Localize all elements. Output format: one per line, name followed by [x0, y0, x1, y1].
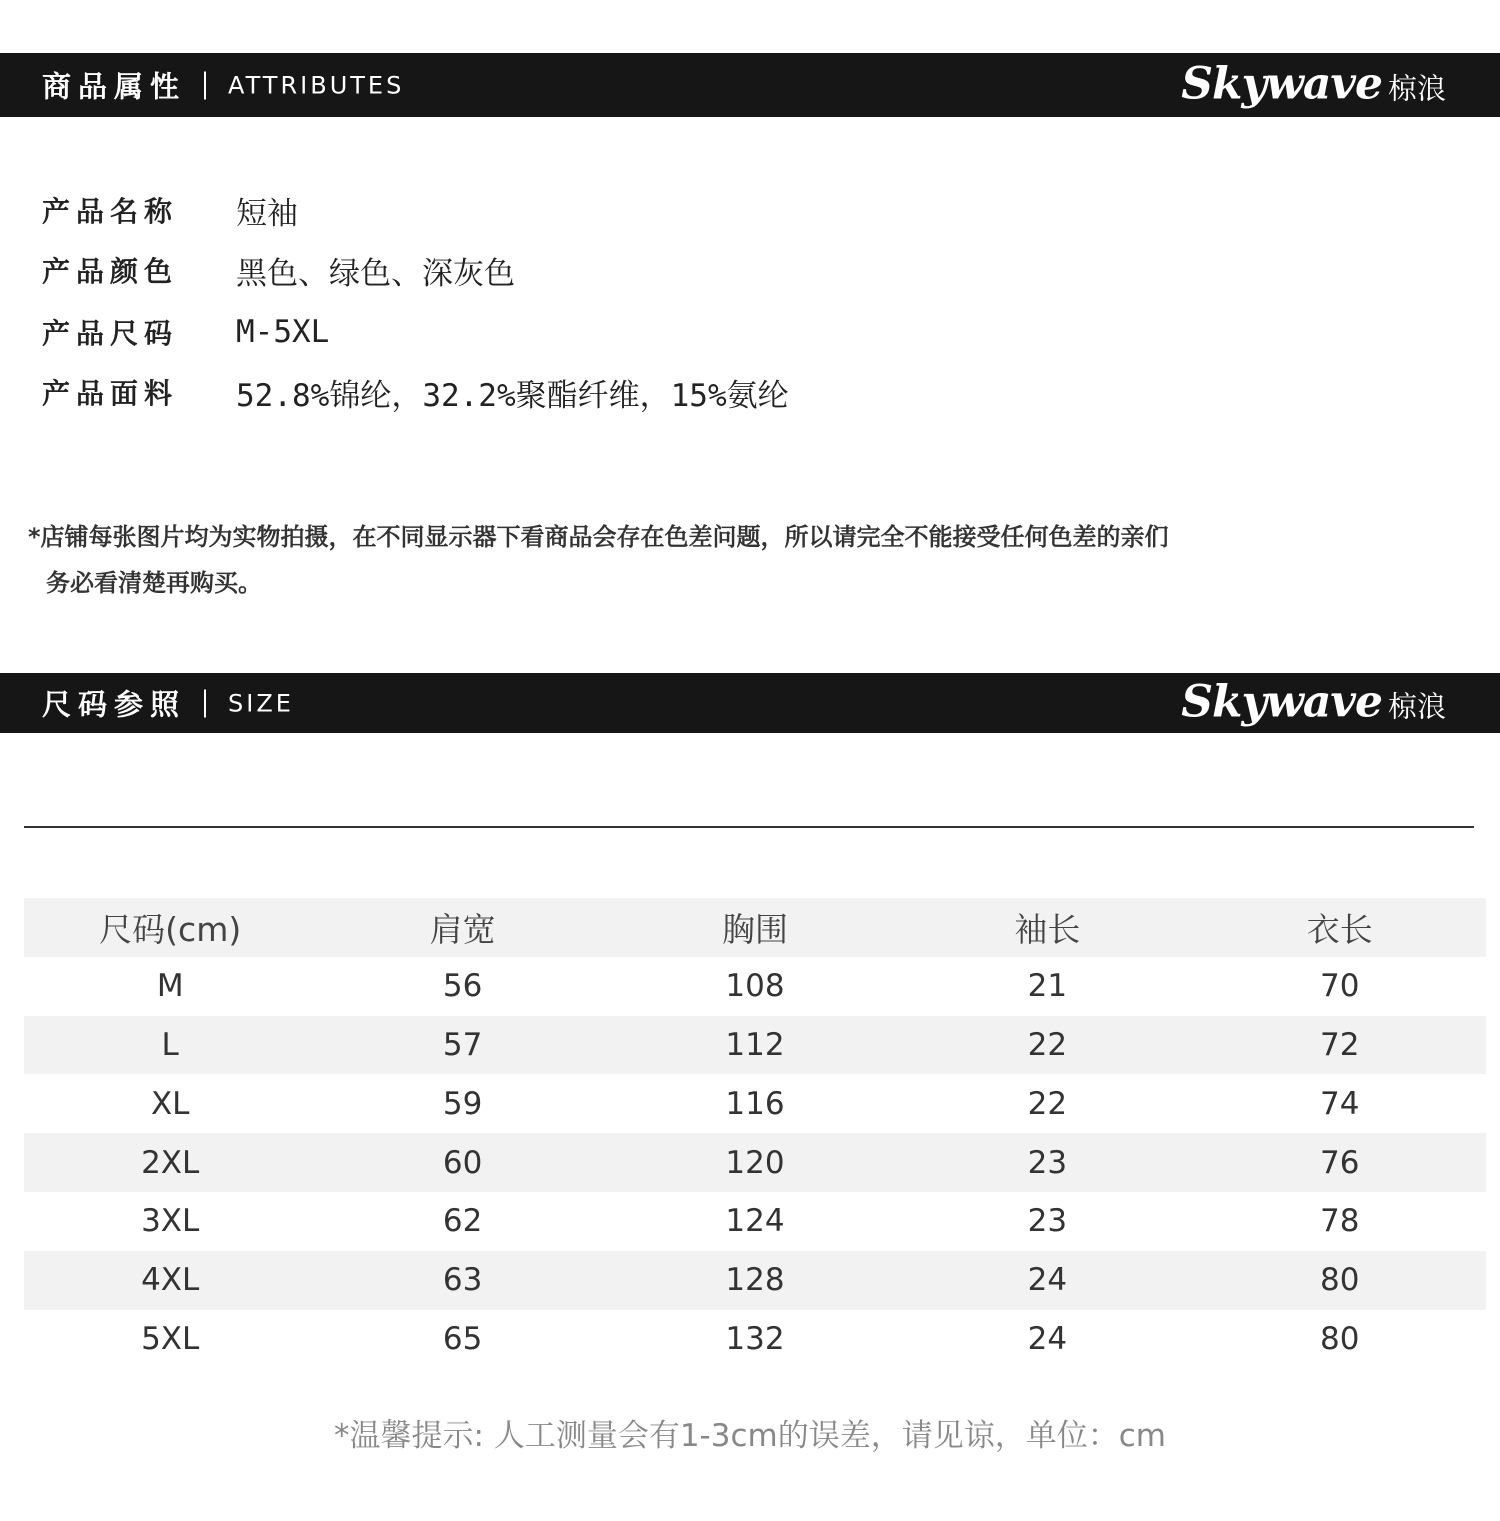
brand-logo [1181, 676, 1446, 727]
attribute-row-fabric [42, 370, 789, 414]
table-cell: 62 [442, 1203, 483, 1240]
table-cell: 78 [1320, 1203, 1360, 1240]
table-cell: 108 [725, 968, 785, 1005]
attribute-value: 52.8%锦纶，32.2%聚酯纤维，15%氨纶 [236, 377, 789, 414]
column-header: 尺码(cm) [99, 909, 242, 949]
attribute-label: 产品尺码 [42, 317, 179, 350]
table-cell: 63 [442, 1262, 483, 1299]
size-header-bar [0, 673, 1500, 733]
table-cell: 4XL [141, 1262, 200, 1299]
size-chart-table [24, 898, 1486, 1368]
attribute-value: M-5XL [236, 314, 330, 350]
table-cell: 80 [1320, 1320, 1360, 1357]
table-cell: 120 [725, 1144, 785, 1181]
attribute-row-name [42, 188, 298, 232]
column-header: 胸围 [721, 909, 788, 949]
table-cell: 56 [442, 968, 483, 1005]
attributes-header-title [42, 65, 404, 106]
attributes-header-bar [0, 53, 1500, 117]
header-divider [204, 689, 206, 717]
table-cell: 21 [1027, 968, 1068, 1005]
table-cell: 72 [1320, 1026, 1360, 1063]
table-cell: 76 [1320, 1144, 1360, 1181]
header-divider [204, 71, 206, 99]
attributes-title-en: ATTRIBUTES [228, 71, 405, 99]
table-cell: 128 [725, 1262, 785, 1299]
table-cell: L [161, 1026, 179, 1063]
table-cell: 65 [442, 1320, 483, 1357]
table-cell: 24 [1027, 1320, 1068, 1357]
table-cell: 23 [1027, 1144, 1068, 1181]
table-cell: 22 [1027, 1026, 1068, 1063]
table-cell: 60 [442, 1144, 483, 1181]
notice-line-2: 务必看清楚再购买。 [46, 569, 262, 597]
size-header-title [42, 683, 294, 724]
table-cell: 24 [1027, 1262, 1068, 1299]
measurement-tip: *温馨提示: 人工测量会有1-3cm的误差，请见谅，单位：cm [334, 1418, 1166, 1454]
table-row [24, 1310, 1486, 1369]
brand-logo [1181, 58, 1446, 109]
attribute-label: 产品面料 [42, 377, 179, 410]
table-cell: 2XL [141, 1144, 200, 1181]
table-cell: 74 [1320, 1085, 1360, 1122]
table-cell: 112 [725, 1026, 785, 1063]
attribute-row-size [42, 310, 329, 354]
table-cell: 22 [1027, 1085, 1068, 1122]
table-cell: 3XL [141, 1203, 200, 1240]
color-difference-notice [28, 514, 1388, 606]
table-cell: M [156, 968, 184, 1005]
table-row [24, 1133, 1486, 1192]
table-row [24, 1074, 1486, 1133]
brand-logo-latin: Skywave [1181, 58, 1382, 110]
table-cell: XL [150, 1085, 190, 1122]
notice-line-1: *店铺每张图片均为实物拍摄，在不同显示器下看商品会存在色差问题，所以请完全不能接受任何色差的亲们 [28, 523, 1169, 551]
attribute-label: 产品名称 [42, 195, 179, 228]
attribute-row-color [42, 248, 515, 292]
attribute-label: 产品颜色 [42, 255, 179, 288]
table-row [24, 1251, 1486, 1310]
table-row [24, 957, 1486, 1016]
table-cell: 70 [1320, 968, 1360, 1005]
section-divider [24, 826, 1474, 828]
size-title-en: SIZE [228, 689, 294, 717]
table-header-row [24, 898, 1486, 957]
attribute-value: 黑色、绿色、深灰色 [236, 255, 515, 292]
table-cell: 132 [725, 1320, 785, 1357]
column-header: 袖长 [1014, 909, 1081, 949]
attribute-value: 短袖 [236, 195, 298, 232]
brand-logo-zh: 椋浪 [1387, 71, 1446, 106]
table-row [24, 1016, 1486, 1075]
table-cell: 116 [725, 1085, 785, 1122]
table-cell: 5XL [141, 1320, 200, 1357]
table-cell: 57 [442, 1026, 483, 1063]
table-cell: 23 [1027, 1203, 1068, 1240]
column-header: 肩宽 [429, 909, 496, 949]
table-row [24, 1192, 1486, 1251]
brand-logo-zh: 椋浪 [1387, 689, 1446, 724]
table-cell: 124 [725, 1203, 785, 1240]
attributes-title-zh: 商品属性 [42, 69, 187, 104]
column-header: 衣长 [1306, 909, 1373, 949]
size-title-zh: 尺码参照 [42, 687, 187, 722]
table-cell: 59 [442, 1085, 483, 1122]
brand-logo-latin: Skywave [1181, 676, 1382, 728]
table-cell: 80 [1320, 1262, 1360, 1299]
